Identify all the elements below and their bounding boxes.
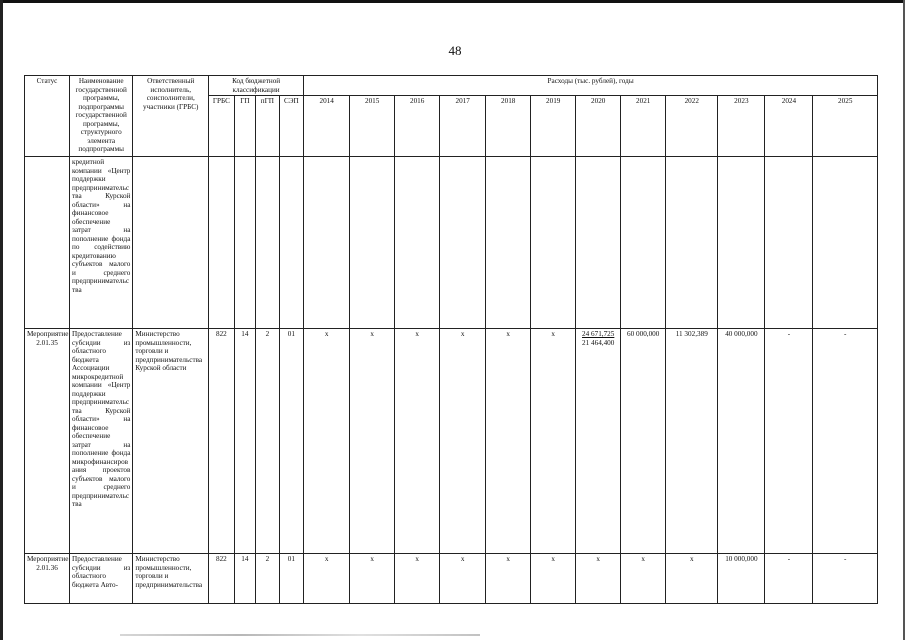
header-year: 2021 [621, 96, 666, 157]
page-number: 48 [448, 43, 462, 58]
row-value [576, 157, 621, 329]
row-value: x [486, 329, 531, 554]
header-year: 2015 [350, 96, 395, 157]
row-value-2020 [576, 329, 621, 554]
scan-artifact [120, 634, 480, 636]
row-value: x [486, 554, 531, 604]
table-row [25, 554, 878, 604]
table-row [25, 157, 878, 329]
row-status [25, 157, 70, 329]
row-code: 14 [234, 554, 255, 604]
row-value [718, 157, 765, 329]
row-value: x [531, 329, 576, 554]
row-value [531, 157, 576, 329]
row-code: 01 [279, 329, 304, 554]
value-2020-previous: 24 671,725 [582, 330, 615, 338]
row-value [395, 157, 440, 329]
header-code-sep: СЭП [279, 96, 304, 157]
row-code [279, 157, 304, 329]
header-year: 2023 [718, 96, 765, 157]
header-code-gp: ГП [234, 96, 255, 157]
row-value: x [440, 554, 486, 604]
row-code: 14 [234, 329, 255, 554]
row-code: 822 [209, 329, 235, 554]
row-value [350, 157, 395, 329]
row-executor [133, 157, 209, 329]
row-value: x [350, 329, 395, 554]
table-row [25, 329, 878, 554]
row-value: 11 302,389 [666, 329, 718, 554]
row-status: Мероприятие 2.01.35 [25, 329, 70, 554]
row-value: - [813, 554, 878, 604]
header-year: 2014 [304, 96, 350, 157]
row-value: - [813, 329, 878, 554]
row-value: x [576, 554, 621, 604]
row-value: x [395, 554, 440, 604]
budget-table [24, 75, 878, 604]
row-value: 40 000,000 [718, 329, 765, 554]
header-year: 2022 [666, 96, 718, 157]
header-year: 2020 [576, 96, 621, 157]
header-expenses-group: Расходы (тыс. рублей), годы [304, 76, 878, 96]
row-value: - [765, 554, 813, 604]
row-value: x [395, 329, 440, 554]
page-edge-top [0, 0, 905, 3]
row-code [256, 157, 280, 329]
row-value: x [350, 554, 395, 604]
header-code-group: Код бюджетной классификации [209, 76, 304, 96]
row-executor: Министерство промышленности, торговли и предпринимательства Курской области [133, 329, 209, 554]
row-value [304, 157, 350, 329]
header-executor: Ответственный исполнитель, соисполнители, участники (ГРБС) [133, 76, 209, 157]
header-year: 2024 [765, 96, 813, 157]
row-value: x [621, 554, 666, 604]
row-value: x [531, 554, 576, 604]
row-value [666, 157, 718, 329]
row-code: 01 [279, 554, 304, 604]
row-value: x [304, 329, 350, 554]
header-year: 2025 [813, 96, 878, 157]
row-name: кредитной компании «Центр поддержки предпринимательства Курской области» на финансовое обеспечение затрат на пополнение фонда по содействию кредитованию субъектов малого и среднего предпринимательства [70, 157, 133, 329]
row-value: 10 000,000 [718, 554, 765, 604]
row-code: 2 [256, 329, 280, 554]
row-value: x [440, 329, 486, 554]
header-code-pgp: пГП [256, 96, 280, 157]
row-name: Предоставление субсидии из областного бюджета Авто- [70, 554, 133, 604]
row-code [234, 157, 255, 329]
header-year: 2018 [486, 96, 531, 157]
row-value: - [765, 329, 813, 554]
header-year: 2017 [440, 96, 486, 157]
row-value [813, 157, 878, 329]
row-value [486, 157, 531, 329]
row-value: x [666, 554, 718, 604]
row-name: Предоставление субсидии из областного бюджета Ассоциации микрокредитной компании «Центр поддержки предпринимательства Курской области» на финансовое обеспечение затрат на пополнение фонда микрофинансирования проектов субъектов малого и среднего предпринимательства [70, 329, 133, 554]
header-year: 2016 [395, 96, 440, 157]
row-value [621, 157, 666, 329]
header-name: Наименование государственной программы, подпрограммы государственной программы, структурного элемента подпрограммы [70, 76, 133, 157]
header-status: Статус [25, 76, 70, 157]
row-status: Мероприятие 2.01.36 [25, 554, 70, 604]
header-code-grbs: ГРБС [209, 96, 235, 157]
value-2020-current: 21 464,400 [582, 338, 615, 347]
row-value [440, 157, 486, 329]
page-edge-left [0, 0, 3, 640]
row-code: 2 [256, 554, 280, 604]
row-code [209, 157, 235, 329]
row-value: 60 000,000 [621, 329, 666, 554]
row-value: x [304, 554, 350, 604]
row-executor: Министерство промышленности, торговли и предпринимательства [133, 554, 209, 604]
row-value [765, 157, 813, 329]
row-code: 822 [209, 554, 235, 604]
header-year: 2019 [531, 96, 576, 157]
